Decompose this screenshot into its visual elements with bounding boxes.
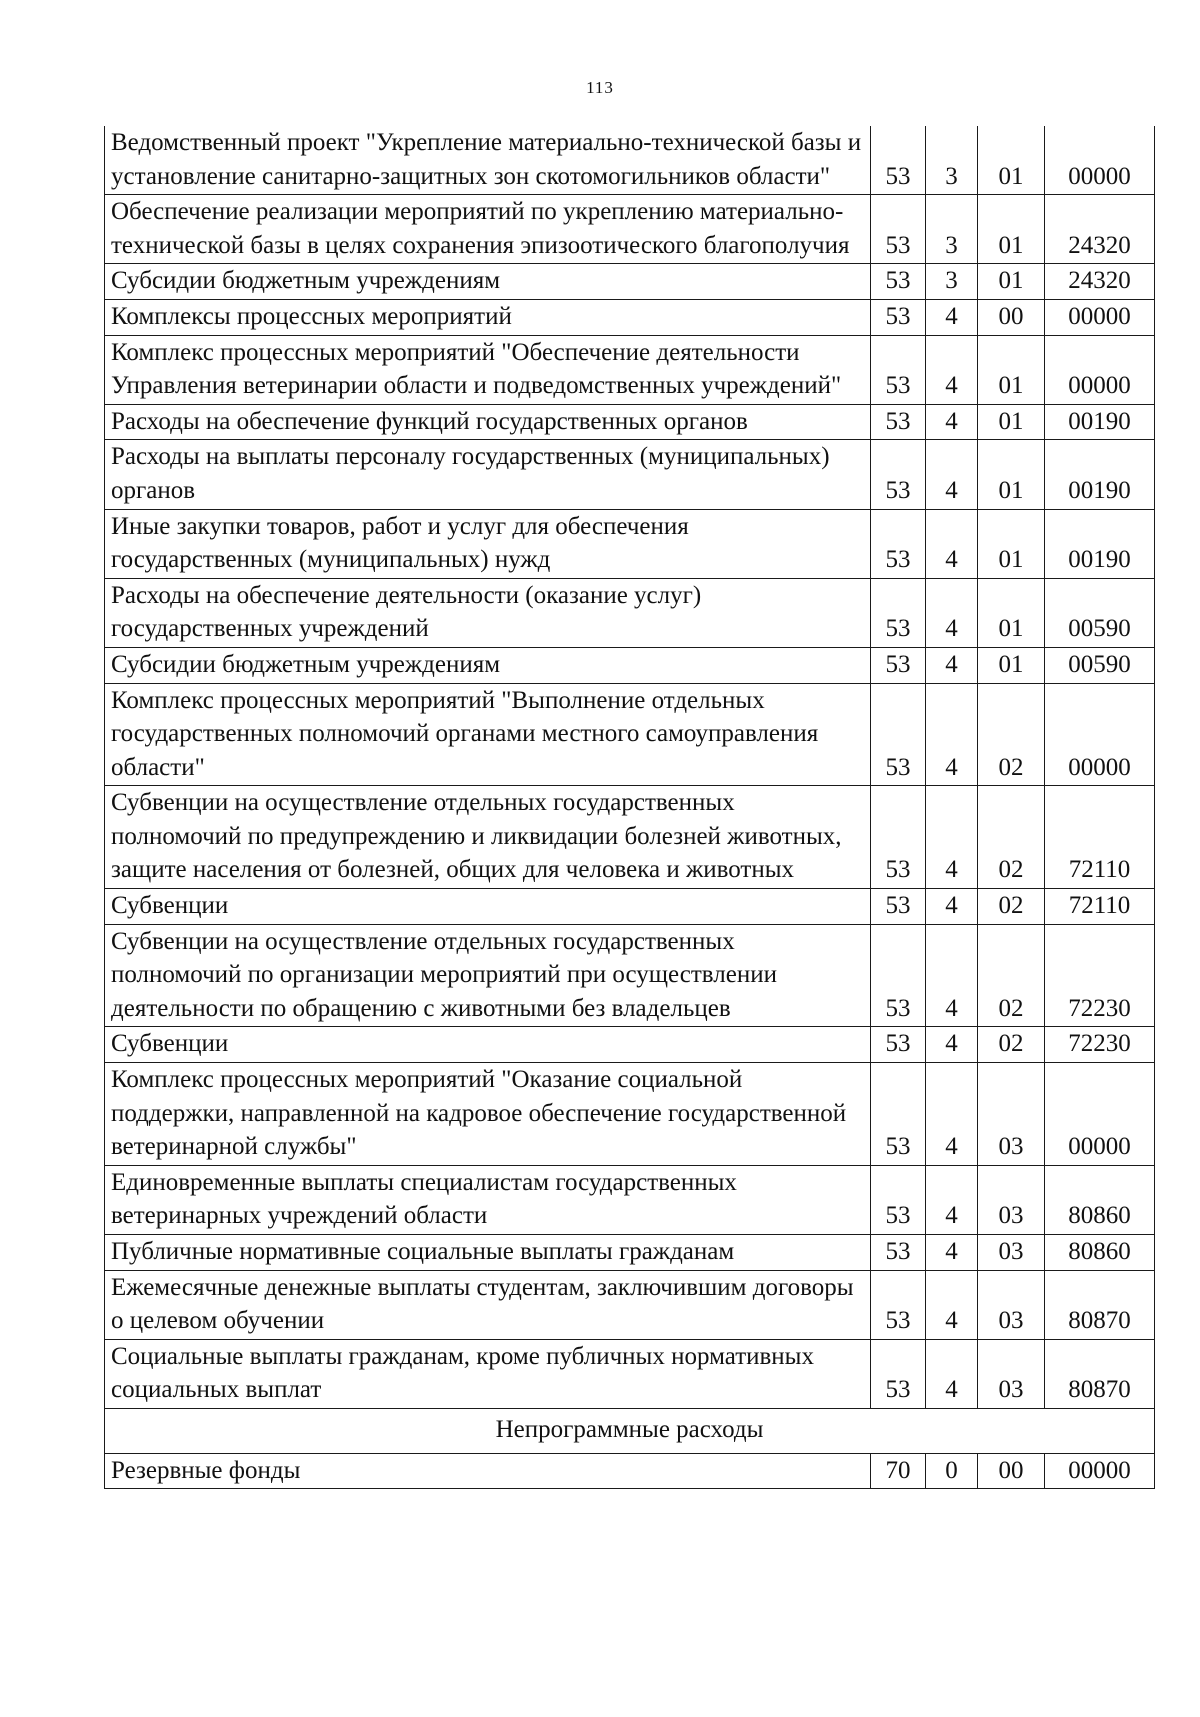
row-code-2: 4 — [926, 404, 978, 440]
row-code-1: 53 — [871, 1339, 926, 1408]
row-code-2: 3 — [926, 264, 978, 300]
table-row — [105, 1453, 1155, 1489]
row-code-3: 01 — [978, 195, 1045, 264]
table-row — [105, 264, 1155, 300]
row-name: Субсидии бюджетным учреждениям — [105, 647, 871, 683]
row-code-4: 00190 — [1045, 440, 1155, 509]
table-row — [105, 786, 1155, 889]
table-row — [105, 683, 1155, 786]
table-row — [105, 404, 1155, 440]
row-code-3: 01 — [978, 404, 1045, 440]
row-name: Комплекс процессных мероприятий "Обеспечение деятельности Управления ветеринарии области и подведомственных учреждений" — [105, 335, 871, 404]
row-code-3: 02 — [978, 889, 1045, 925]
table-row — [105, 1027, 1155, 1063]
row-code-3: 03 — [978, 1063, 1045, 1166]
row-name: Комплекс процессных мероприятий "Выполнение отдельных государственных полномочий органами местного самоуправления области" — [105, 683, 871, 786]
table-row — [105, 1165, 1155, 1234]
row-code-4: 80860 — [1045, 1235, 1155, 1271]
row-code-2: 4 — [926, 786, 978, 889]
row-code-3: 03 — [978, 1339, 1045, 1408]
row-code-1: 53 — [871, 195, 926, 264]
row-code-3: 03 — [978, 1165, 1045, 1234]
row-code-3: 01 — [978, 647, 1045, 683]
row-code-2: 4 — [926, 509, 978, 578]
row-name: Субвенции на осуществление отдельных государственных полномочий по организации мероприятий при осуществлении деятельности по обращению с животными без владельцев — [105, 924, 871, 1027]
row-code-3: 02 — [978, 683, 1045, 786]
row-name: Иные закупки товаров, работ и услуг для обеспечения государственных (муниципальных) нужд — [105, 509, 871, 578]
row-name: Социальные выплаты гражданам, кроме публичных нормативных социальных выплат — [105, 1339, 871, 1408]
table-row — [105, 889, 1155, 925]
row-name: Комплексы процессных мероприятий — [105, 299, 871, 335]
row-code-4: 72110 — [1045, 889, 1155, 925]
table-row — [105, 126, 1155, 195]
table-row — [105, 1339, 1155, 1408]
row-code-1: 53 — [871, 1235, 926, 1271]
row-code-3: 02 — [978, 1027, 1045, 1063]
row-code-4: 00000 — [1045, 1453, 1155, 1489]
row-code-4: 00000 — [1045, 299, 1155, 335]
row-code-4: 24320 — [1045, 264, 1155, 300]
row-code-2: 3 — [926, 195, 978, 264]
row-code-2: 4 — [926, 1165, 978, 1234]
row-code-4: 80870 — [1045, 1339, 1155, 1408]
row-name: Ведомственный проект "Укрепление материально-технической базы и установление санитарно-защитных зон скотомогильников области" — [105, 126, 871, 195]
row-code-3: 00 — [978, 1453, 1045, 1489]
row-code-1: 53 — [871, 683, 926, 786]
row-code-2: 3 — [926, 126, 978, 195]
row-code-1: 53 — [871, 1270, 926, 1339]
section-title: Непрограммные расходы — [105, 1408, 1155, 1453]
row-name: Расходы на обеспечение деятельности (оказание услуг) государственных учреждений — [105, 578, 871, 647]
row-name: Расходы на обеспечение функций государственных органов — [105, 404, 871, 440]
row-code-4: 72230 — [1045, 1027, 1155, 1063]
row-code-2: 4 — [926, 1270, 978, 1339]
row-code-2: 4 — [926, 924, 978, 1027]
budget-table — [104, 126, 1155, 1489]
table-row — [105, 440, 1155, 509]
table-row — [105, 335, 1155, 404]
row-code-4: 72110 — [1045, 786, 1155, 889]
row-code-1: 53 — [871, 509, 926, 578]
page-number: 113 — [586, 78, 614, 97]
row-code-4: 00000 — [1045, 683, 1155, 786]
row-code-1: 70 — [871, 1453, 926, 1489]
row-code-4: 00590 — [1045, 578, 1155, 647]
table-row — [105, 578, 1155, 647]
row-code-1: 53 — [871, 647, 926, 683]
row-name: Обеспечение реализации мероприятий по укреплению материально-технической базы в целях сохранения эпизоотического благополучия — [105, 195, 871, 264]
budget-table-body — [105, 126, 1155, 1489]
row-code-3: 03 — [978, 1235, 1045, 1271]
row-name: Субвенции на осуществление отдельных государственных полномочий по предупреждению и ликвидации болезней животных, защите населения от болезней, общих для человека и животных — [105, 786, 871, 889]
row-name: Ежемесячные денежные выплаты студентам, заключившим договоры о целевом обучении — [105, 1270, 871, 1339]
row-name: Резервные фонды — [105, 1453, 871, 1489]
row-code-3: 03 — [978, 1270, 1045, 1339]
row-code-3: 01 — [978, 126, 1045, 195]
row-name: Публичные нормативные социальные выплаты гражданам — [105, 1235, 871, 1271]
row-code-4: 72230 — [1045, 924, 1155, 1027]
row-name: Единовременные выплаты специалистам государственных ветеринарных учреждений области — [105, 1165, 871, 1234]
row-name: Расходы на выплаты персоналу государственных (муниципальных) органов — [105, 440, 871, 509]
row-code-1: 53 — [871, 335, 926, 404]
row-code-1: 53 — [871, 889, 926, 925]
row-code-1: 53 — [871, 440, 926, 509]
row-code-2: 4 — [926, 1063, 978, 1166]
row-name: Комплекс процессных мероприятий "Оказание социальной поддержки, направленной на кадровое обеспечение государственной ветеринарной службы" — [105, 1063, 871, 1166]
row-code-1: 53 — [871, 264, 926, 300]
row-code-2: 4 — [926, 647, 978, 683]
row-code-2: 4 — [926, 578, 978, 647]
row-code-2: 4 — [926, 299, 978, 335]
row-code-4: 00190 — [1045, 509, 1155, 578]
row-code-1: 53 — [871, 1165, 926, 1234]
row-code-1: 53 — [871, 578, 926, 647]
row-code-2: 4 — [926, 1027, 978, 1063]
table-row — [105, 924, 1155, 1027]
row-code-1: 53 — [871, 299, 926, 335]
row-code-4: 80860 — [1045, 1165, 1155, 1234]
row-code-1: 53 — [871, 1063, 926, 1166]
row-code-3: 00 — [978, 299, 1045, 335]
row-code-2: 4 — [926, 1235, 978, 1271]
row-name: Субвенции — [105, 1027, 871, 1063]
row-code-2: 4 — [926, 683, 978, 786]
section-row — [105, 1408, 1155, 1453]
row-code-4: 00190 — [1045, 404, 1155, 440]
row-code-3: 01 — [978, 578, 1045, 647]
row-code-1: 53 — [871, 1027, 926, 1063]
row-code-2: 4 — [926, 335, 978, 404]
table-row — [105, 1063, 1155, 1166]
row-code-1: 53 — [871, 924, 926, 1027]
row-code-4: 24320 — [1045, 195, 1155, 264]
row-code-4: 00000 — [1045, 1063, 1155, 1166]
row-code-1: 53 — [871, 786, 926, 889]
row-code-1: 53 — [871, 126, 926, 195]
row-code-4: 00000 — [1045, 126, 1155, 195]
table-row — [105, 647, 1155, 683]
row-code-4: 80870 — [1045, 1270, 1155, 1339]
row-code-3: 02 — [978, 924, 1045, 1027]
table-row — [105, 509, 1155, 578]
row-code-2: 4 — [926, 1339, 978, 1408]
row-code-4: 00590 — [1045, 647, 1155, 683]
table-row — [105, 1270, 1155, 1339]
row-code-3: 01 — [978, 335, 1045, 404]
row-code-1: 53 — [871, 404, 926, 440]
table-row — [105, 195, 1155, 264]
table-row — [105, 1235, 1155, 1271]
row-code-3: 01 — [978, 264, 1045, 300]
row-code-2: 4 — [926, 440, 978, 509]
row-name: Субсидии бюджетным учреждениям — [105, 264, 871, 300]
row-code-3: 01 — [978, 440, 1045, 509]
table-row — [105, 299, 1155, 335]
row-code-2: 0 — [926, 1453, 978, 1489]
row-code-3: 01 — [978, 509, 1045, 578]
row-code-2: 4 — [926, 889, 978, 925]
row-code-3: 02 — [978, 786, 1045, 889]
row-name: Субвенции — [105, 889, 871, 925]
row-code-4: 00000 — [1045, 335, 1155, 404]
